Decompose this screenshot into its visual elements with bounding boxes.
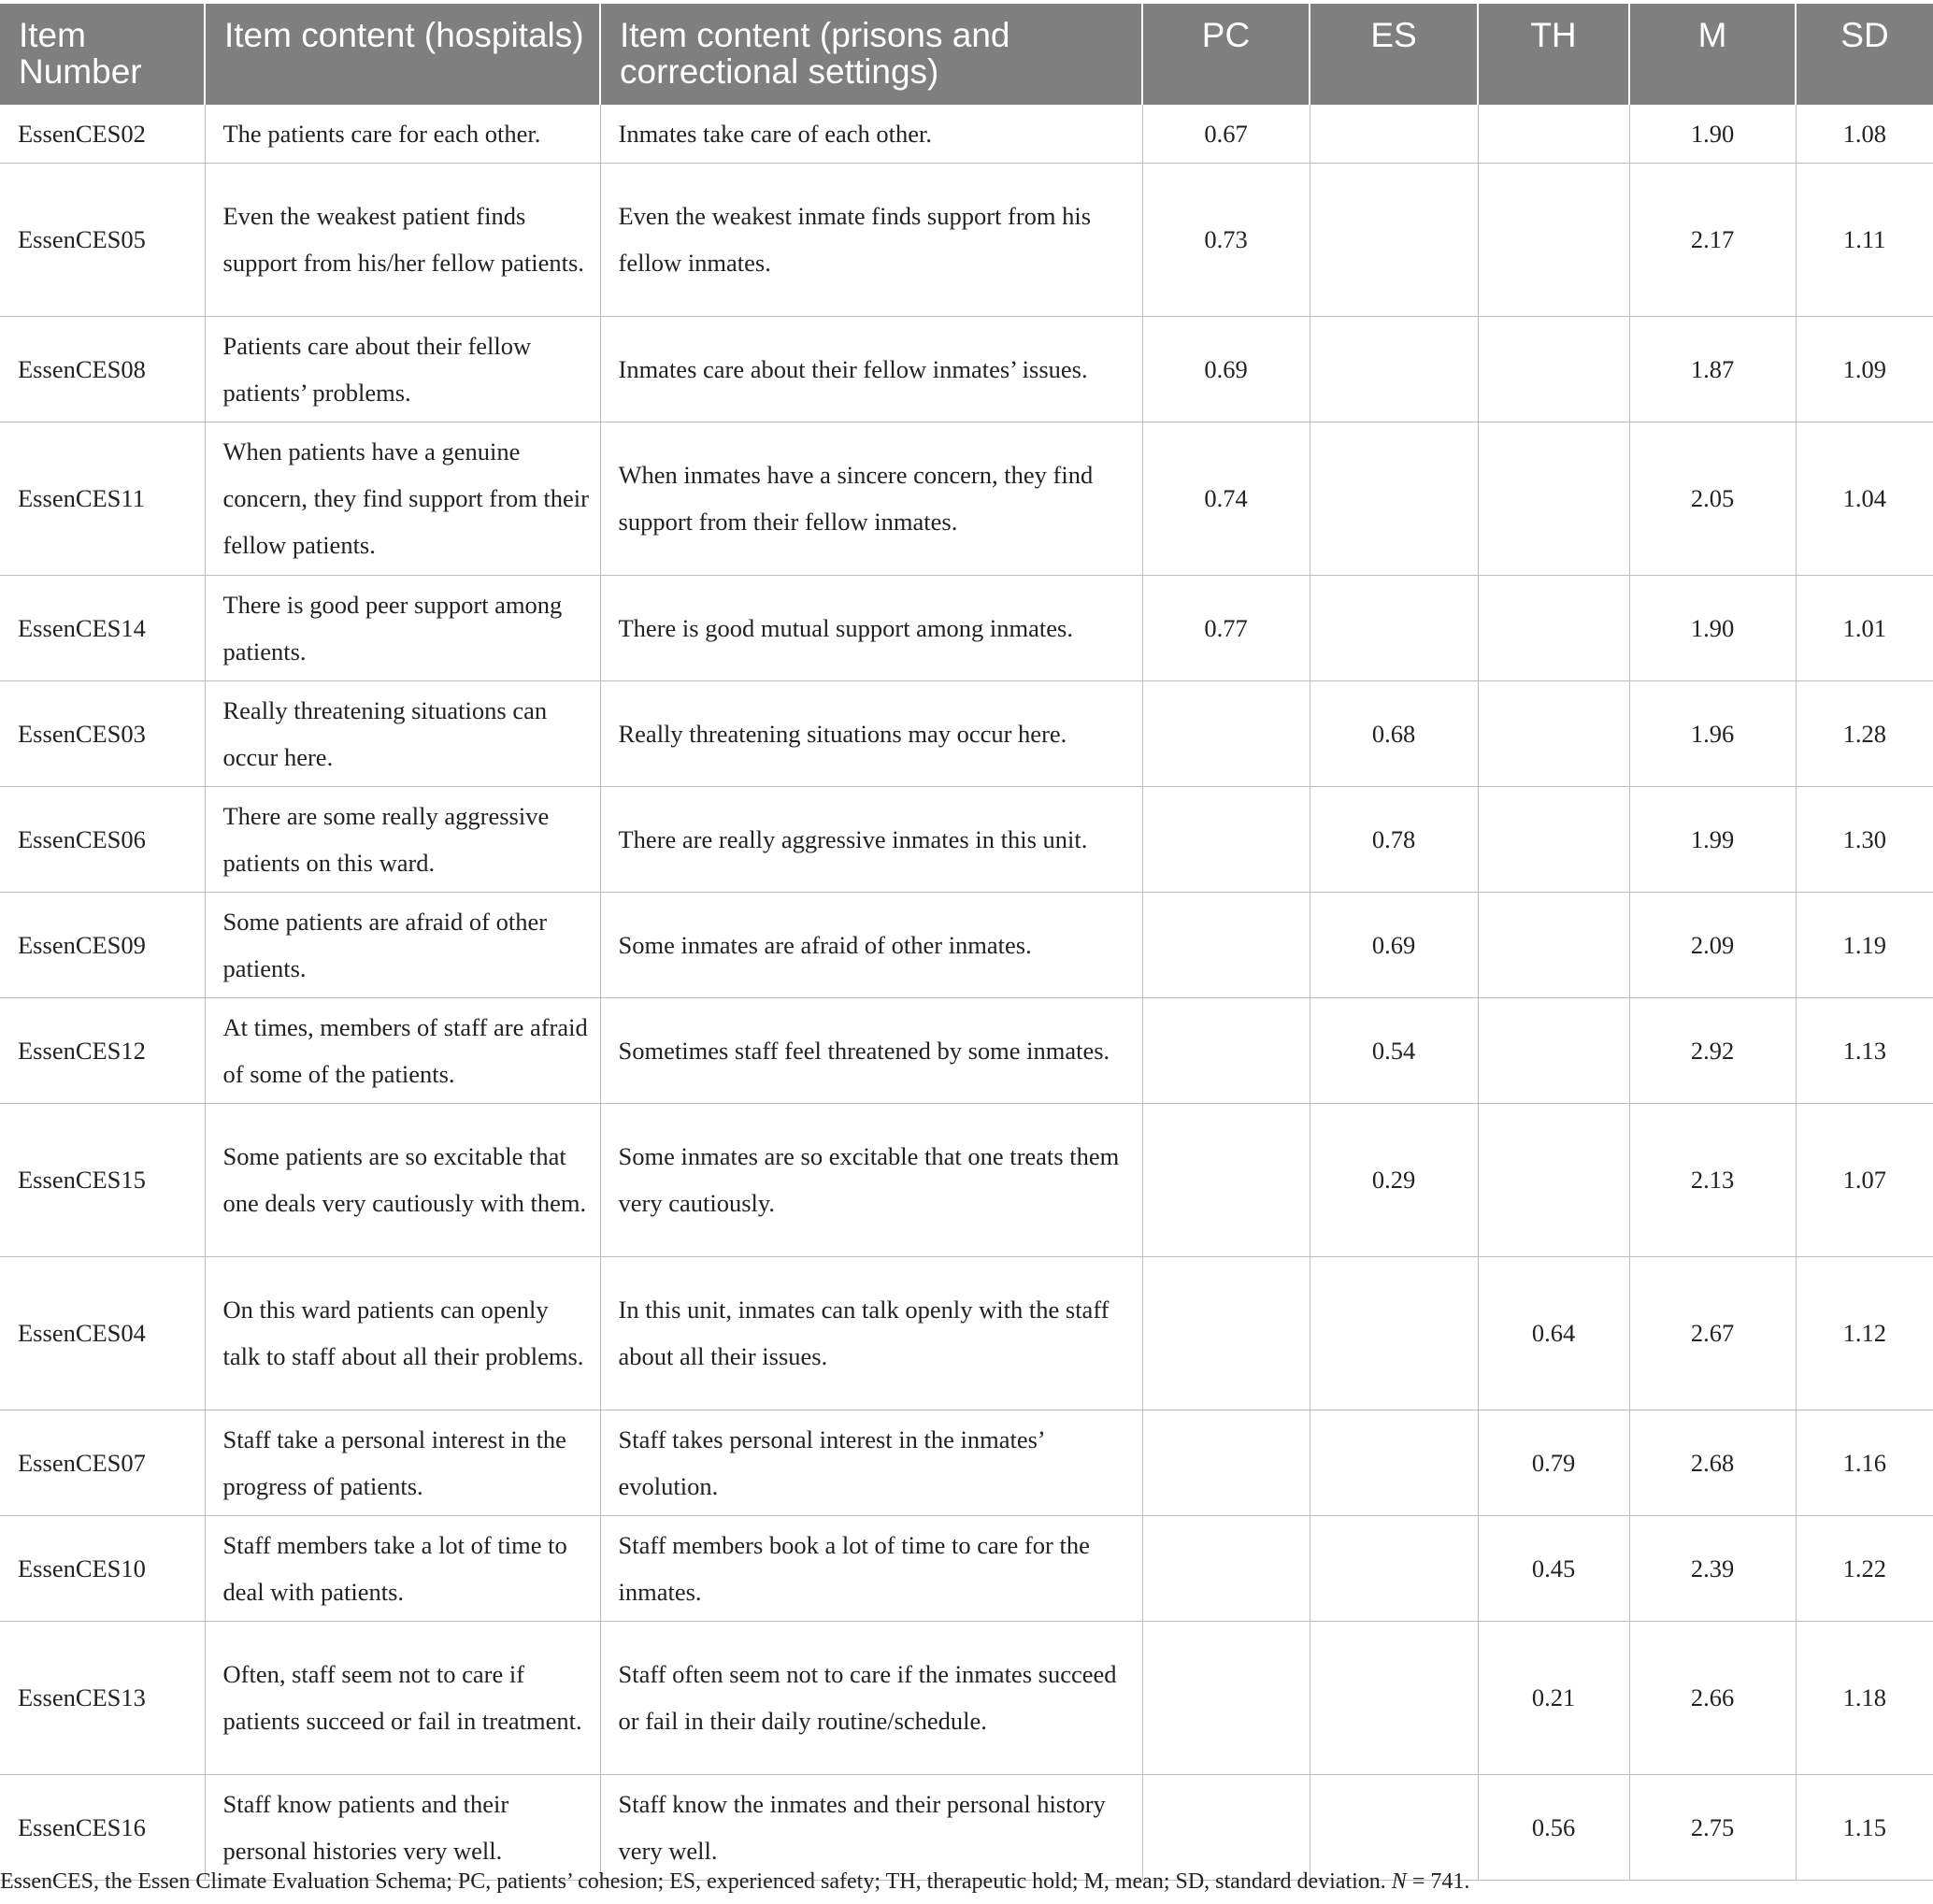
pc-loading-cell: 0.77 bbox=[1142, 575, 1310, 680]
hospital-content-cell: The patients care for each other. bbox=[205, 105, 600, 163]
hospital-content-cell: Staff take a personal interest in the progress of patients. bbox=[205, 1410, 600, 1515]
mean-cell: 2.13 bbox=[1629, 1103, 1796, 1256]
prison-content-cell: Inmates care about their fellow inmates’ issues. bbox=[600, 316, 1142, 422]
sd-cell: 1.04 bbox=[1796, 422, 1933, 575]
item-number-cell: EssenCES07 bbox=[0, 1410, 205, 1515]
mean-cell: 2.39 bbox=[1629, 1515, 1796, 1621]
hospital-content-cell: Some patients are so excitable that one deals very cautiously with them. bbox=[205, 1103, 600, 1256]
es-loading-cell bbox=[1310, 1256, 1478, 1410]
pc-loading-cell: 0.74 bbox=[1142, 422, 1310, 575]
sd-cell: 1.08 bbox=[1796, 105, 1933, 163]
table-row bbox=[0, 1410, 1933, 1515]
item-number-cell: EssenCES04 bbox=[0, 1256, 205, 1410]
prison-content-cell: Staff members book a lot of time to care for the inmates. bbox=[600, 1515, 1142, 1621]
pc-loading-cell bbox=[1142, 786, 1310, 892]
es-loading-cell bbox=[1310, 1515, 1478, 1621]
prison-content-cell: Staff often seem not to care if the inmates succeed or fail in their daily routine/schedule. bbox=[600, 1621, 1142, 1774]
th-loading-cell bbox=[1478, 575, 1629, 680]
table-row bbox=[0, 163, 1933, 316]
pc-loading-cell bbox=[1142, 1774, 1310, 1880]
hospital-content-cell: On this ward patients can openly talk to staff about all their problems. bbox=[205, 1256, 600, 1410]
prison-content-cell: Staff know the inmates and their personal history very well. bbox=[600, 1774, 1142, 1880]
es-loading-cell bbox=[1310, 575, 1478, 680]
sd-cell: 1.01 bbox=[1796, 575, 1933, 680]
item-number-cell: EssenCES13 bbox=[0, 1621, 205, 1774]
prison-content-cell: Some inmates are afraid of other inmates. bbox=[600, 892, 1142, 997]
hospital-content-cell: Staff members take a lot of time to deal with patients. bbox=[205, 1515, 600, 1621]
es-loading-cell bbox=[1310, 163, 1478, 316]
sd-cell: 1.28 bbox=[1796, 680, 1933, 786]
pc-loading-cell: 0.69 bbox=[1142, 316, 1310, 422]
item-number-cell: EssenCES06 bbox=[0, 786, 205, 892]
prison-content-cell: When inmates have a sincere concern, they find support from their fellow inmates. bbox=[600, 422, 1142, 575]
sd-cell: 1.19 bbox=[1796, 892, 1933, 997]
es-loading-cell bbox=[1310, 105, 1478, 163]
item-number-cell: EssenCES08 bbox=[0, 316, 205, 422]
es-loading-cell bbox=[1310, 1774, 1478, 1880]
th-loading-cell bbox=[1478, 680, 1629, 786]
table-row bbox=[0, 786, 1933, 892]
es-loading-cell: 0.69 bbox=[1310, 892, 1478, 997]
prison-content-cell: Sometimes staff feel threatened by some inmates. bbox=[600, 997, 1142, 1103]
es-loading-cell: 0.54 bbox=[1310, 997, 1478, 1103]
table-row bbox=[0, 105, 1933, 163]
header-m: M bbox=[1629, 4, 1796, 105]
es-loading-cell: 0.78 bbox=[1310, 786, 1478, 892]
sd-cell: 1.22 bbox=[1796, 1515, 1933, 1621]
item-number-cell: EssenCES11 bbox=[0, 422, 205, 575]
sd-cell: 1.09 bbox=[1796, 316, 1933, 422]
pc-loading-cell bbox=[1142, 1410, 1310, 1515]
table-row bbox=[0, 997, 1933, 1103]
prison-content-cell: There are really aggressive inmates in this unit. bbox=[600, 786, 1142, 892]
essences-items-table bbox=[0, 4, 1933, 1881]
table-row bbox=[0, 680, 1933, 786]
item-number-cell: EssenCES02 bbox=[0, 105, 205, 163]
table-row bbox=[0, 1515, 1933, 1621]
mean-cell: 1.90 bbox=[1629, 105, 1796, 163]
hospital-content-cell: When patients have a genuine concern, they find support from their fellow patients. bbox=[205, 422, 600, 575]
es-loading-cell bbox=[1310, 1410, 1478, 1515]
prison-content-cell: Inmates take care of each other. bbox=[600, 105, 1142, 163]
hospital-content-cell: At times, members of staff are afraid of some of the patients. bbox=[205, 997, 600, 1103]
pc-loading-cell bbox=[1142, 680, 1310, 786]
pc-loading-cell bbox=[1142, 1621, 1310, 1774]
th-loading-cell bbox=[1478, 163, 1629, 316]
th-loading-cell bbox=[1478, 422, 1629, 575]
table-footnote bbox=[0, 1868, 1933, 1896]
sd-cell: 1.12 bbox=[1796, 1256, 1933, 1410]
th-loading-cell: 0.64 bbox=[1478, 1256, 1629, 1410]
sd-cell: 1.18 bbox=[1796, 1621, 1933, 1774]
mean-cell: 2.05 bbox=[1629, 422, 1796, 575]
sd-cell: 1.13 bbox=[1796, 997, 1933, 1103]
table-row bbox=[0, 1256, 1933, 1410]
pc-loading-cell: 0.67 bbox=[1142, 105, 1310, 163]
table-header bbox=[0, 4, 1933, 105]
header-item-content-prisons: Item content (prisons and correctional settings) bbox=[600, 4, 1142, 105]
pc-loading-cell bbox=[1142, 1103, 1310, 1256]
table-row bbox=[0, 575, 1933, 680]
table-row bbox=[0, 1774, 1933, 1880]
table-row bbox=[0, 892, 1933, 997]
th-loading-cell: 0.21 bbox=[1478, 1621, 1629, 1774]
mean-cell: 1.99 bbox=[1629, 786, 1796, 892]
item-number-cell: EssenCES09 bbox=[0, 892, 205, 997]
table-row bbox=[0, 316, 1933, 422]
mean-cell: 1.96 bbox=[1629, 680, 1796, 786]
th-loading-cell bbox=[1478, 316, 1629, 422]
es-loading-cell bbox=[1310, 422, 1478, 575]
hospital-content-cell: Even the weakest patient finds support from his/her fellow patients. bbox=[205, 163, 600, 316]
prison-content-cell: Staff takes personal interest in the inmates’ evolution. bbox=[600, 1410, 1142, 1515]
hospital-content-cell: Some patients are afraid of other patients. bbox=[205, 892, 600, 997]
th-loading-cell bbox=[1478, 1103, 1629, 1256]
prison-content-cell: In this unit, inmates can talk openly with the staff about all their issues. bbox=[600, 1256, 1142, 1410]
header-pc: PC bbox=[1142, 4, 1310, 105]
table-body bbox=[0, 105, 1933, 1880]
prison-content-cell: Really threatening situations may occur here. bbox=[600, 680, 1142, 786]
th-loading-cell bbox=[1478, 892, 1629, 997]
mean-cell: 2.75 bbox=[1629, 1774, 1796, 1880]
hospital-content-cell: There is good peer support among patients. bbox=[205, 575, 600, 680]
item-number-cell: EssenCES16 bbox=[0, 1774, 205, 1880]
pc-loading-cell bbox=[1142, 892, 1310, 997]
es-loading-cell bbox=[1310, 1621, 1478, 1774]
mean-cell: 2.67 bbox=[1629, 1256, 1796, 1410]
th-loading-cell: 0.56 bbox=[1478, 1774, 1629, 1880]
th-loading-cell bbox=[1478, 105, 1629, 163]
th-loading-cell: 0.45 bbox=[1478, 1515, 1629, 1621]
th-loading-cell: 0.79 bbox=[1478, 1410, 1629, 1515]
mean-cell: 2.09 bbox=[1629, 892, 1796, 997]
table-row bbox=[0, 422, 1933, 575]
header-es: ES bbox=[1310, 4, 1478, 105]
footnote-n-label: N bbox=[1391, 1869, 1407, 1894]
footnote-text: EssenCES, the Essen Climate Evaluation Schema; PC, patients’ cohesion; ES, experienced safety; TH, therapeutic hold; M, mean; SD, standard deviation. bbox=[0, 1869, 1386, 1894]
table-row bbox=[0, 1621, 1933, 1774]
mean-cell: 1.90 bbox=[1629, 575, 1796, 680]
mean-cell: 2.68 bbox=[1629, 1410, 1796, 1515]
header-item-number: Item Number bbox=[0, 4, 205, 105]
th-loading-cell bbox=[1478, 997, 1629, 1103]
sd-cell: 1.16 bbox=[1796, 1410, 1933, 1515]
th-loading-cell bbox=[1478, 786, 1629, 892]
hospital-content-cell: Staff know patients and their personal histories very well. bbox=[205, 1774, 600, 1880]
pc-loading-cell bbox=[1142, 1515, 1310, 1621]
es-loading-cell bbox=[1310, 316, 1478, 422]
mean-cell: 2.92 bbox=[1629, 997, 1796, 1103]
header-sd: SD bbox=[1796, 4, 1933, 105]
hospital-content-cell: Often, staff seem not to care if patients succeed or fail in treatment. bbox=[205, 1621, 600, 1774]
pc-loading-cell bbox=[1142, 1256, 1310, 1410]
es-loading-cell: 0.29 bbox=[1310, 1103, 1478, 1256]
prison-content-cell: Some inmates are so excitable that one treats them very cautiously. bbox=[600, 1103, 1142, 1256]
sd-cell: 1.15 bbox=[1796, 1774, 1933, 1880]
item-number-cell: EssenCES03 bbox=[0, 680, 205, 786]
sd-cell: 1.11 bbox=[1796, 163, 1933, 316]
table-row bbox=[0, 1103, 1933, 1256]
hospital-content-cell: Patients care about their fellow patients’ problems. bbox=[205, 316, 600, 422]
item-number-cell: EssenCES15 bbox=[0, 1103, 205, 1256]
mean-cell: 2.66 bbox=[1629, 1621, 1796, 1774]
prison-content-cell: Even the weakest inmate finds support from his fellow inmates. bbox=[600, 163, 1142, 316]
hospital-content-cell: Really threatening situations can occur here. bbox=[205, 680, 600, 786]
sd-cell: 1.30 bbox=[1796, 786, 1933, 892]
item-number-cell: EssenCES14 bbox=[0, 575, 205, 680]
pc-loading-cell bbox=[1142, 997, 1310, 1103]
mean-cell: 2.17 bbox=[1629, 163, 1796, 316]
item-number-cell: EssenCES05 bbox=[0, 163, 205, 316]
header-row bbox=[0, 4, 1933, 105]
prison-content-cell: There is good mutual support among inmates. bbox=[600, 575, 1142, 680]
item-number-cell: EssenCES10 bbox=[0, 1515, 205, 1621]
mean-cell: 1.87 bbox=[1629, 316, 1796, 422]
pc-loading-cell: 0.73 bbox=[1142, 163, 1310, 316]
header-item-content-hospitals: Item content (hospitals) bbox=[205, 4, 600, 105]
footnote-n-value: = 741. bbox=[1406, 1869, 1470, 1894]
es-loading-cell: 0.68 bbox=[1310, 680, 1478, 786]
item-number-cell: EssenCES12 bbox=[0, 997, 205, 1103]
hospital-content-cell: There are some really aggressive patients on this ward. bbox=[205, 786, 600, 892]
header-th: TH bbox=[1478, 4, 1629, 105]
sd-cell: 1.07 bbox=[1796, 1103, 1933, 1256]
